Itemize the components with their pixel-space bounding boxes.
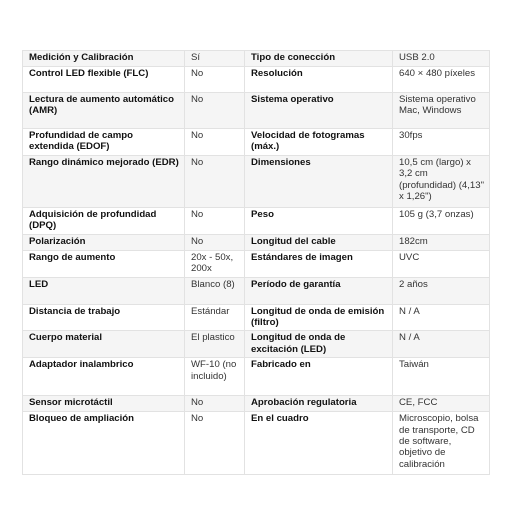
spec-label: Adquisición de profundidad (DPQ) [23,207,185,234]
table-row [23,207,490,234]
specifications-table [22,50,490,475]
spec-label: Longitud del cable [245,234,393,250]
spec-label: Sistema operativo [245,93,393,129]
spec-value: No [185,412,245,475]
spec-value: UVC [393,250,490,277]
spec-label: Dimensiones [245,155,393,207]
spec-label: Aprobación regulatoria [245,396,393,412]
spec-label: Lectura de aumento automático (AMR) [23,93,185,129]
spec-value: 20x - 50x, 200x [185,250,245,277]
table-row [23,234,490,250]
spec-label: Rango de aumento [23,250,185,277]
spec-label: Polarización [23,234,185,250]
table-row [23,304,490,331]
spec-value: Microscopio, bolsa de transporte, CD de software, objetivo de calibración [393,412,490,475]
table-row [23,129,490,156]
spec-label: Cuerpo material [23,331,185,358]
spec-label: Velocidad de fotogramas (máx.) [245,129,393,156]
spec-value: Taiwán [393,358,490,396]
spec-value: Sí [185,51,245,67]
spec-value: N / A [393,331,490,358]
spec-value: 182cm [393,234,490,250]
spec-label: Peso [245,207,393,234]
spec-value: 640 × 480 píxeles [393,67,490,93]
spec-value: No [185,155,245,207]
spec-value: No [185,93,245,129]
table-row [23,67,490,93]
spec-value: Estándar [185,304,245,331]
table-row [23,155,490,207]
table-row [23,93,490,129]
table-row [23,396,490,412]
specifications-table-body [23,51,490,475]
spec-value: CE, FCC [393,396,490,412]
spec-label: Fabricado en [245,358,393,396]
table-row [23,250,490,277]
table-row [23,412,490,475]
table-row [23,277,490,304]
spec-value: 2 años [393,277,490,304]
spec-value: No [185,396,245,412]
spec-value: No [185,129,245,156]
table-row [23,331,490,358]
spec-label: Profundidad de campo extendida (EDOF) [23,129,185,156]
spec-value: Blanco (8) [185,277,245,304]
spec-value: El plastico [185,331,245,358]
spec-value: 30fps [393,129,490,156]
spec-label: En el cuadro [245,412,393,475]
spec-value: 105 g (3,7 onzas) [393,207,490,234]
spec-label: Medición y Calibración [23,51,185,67]
spec-value: Sistema operativo Mac, Windows [393,93,490,129]
spec-value: No [185,67,245,93]
spec-label: LED [23,277,185,304]
spec-label: Período de garantía [245,277,393,304]
spec-value: WF-10 (no incluido) [185,358,245,396]
spec-label: Resolución [245,67,393,93]
spec-label: Sensor microtáctil [23,396,185,412]
spec-label: Estándares de imagen [245,250,393,277]
spec-label: Tipo de conección [245,51,393,67]
spec-label: Rango dinámico mejorado (EDR) [23,155,185,207]
spec-value: USB 2.0 [393,51,490,67]
spec-label: Control LED flexible (FLC) [23,67,185,93]
spec-value: N / A [393,304,490,331]
spec-label: Adaptador inalambrico [23,358,185,396]
spec-label: Distancia de trabajo [23,304,185,331]
spec-value: No [185,234,245,250]
spec-label: Bloqueo de ampliación [23,412,185,475]
table-row [23,358,490,396]
spec-label: Longitud de onda de emisión (filtro) [245,304,393,331]
spec-value: No [185,207,245,234]
table-row [23,51,490,67]
spec-label: Longitud de onda de excitación (LED) [245,331,393,358]
spec-value: 10,5 cm (largo) x 3,2 cm (profundidad) (4,13" x 1,26") [393,155,490,207]
